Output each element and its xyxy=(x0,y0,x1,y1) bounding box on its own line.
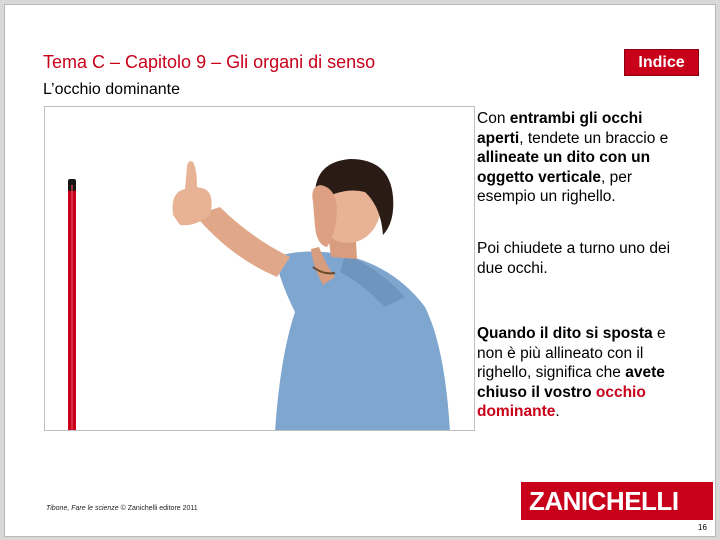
index-button[interactable]: Indice xyxy=(624,49,699,76)
text-span-bold: entrambi gli occhi aperti xyxy=(477,110,643,147)
zanichelli-logo: ZANICHELLI xyxy=(521,482,713,520)
text-span: Con xyxy=(477,110,510,127)
page-subtitle: L’occhio dominante xyxy=(43,81,180,98)
paragraph-1 xyxy=(477,109,687,207)
text-span: , per esempio un righello. xyxy=(477,168,633,205)
page-title: Tema C – Capitolo 9 – Gli organi di senso xyxy=(43,52,376,72)
footer-publisher: © Zanichelli editore 2011 xyxy=(118,505,198,512)
text-span: . xyxy=(555,403,560,420)
text-span: , tendete un braccio e xyxy=(519,129,669,147)
text-span-highlight: occhio dominante xyxy=(477,383,646,420)
paragraph-2: Poi chiudete a turno uno dei due occhi. xyxy=(477,240,671,277)
illustration-photo xyxy=(44,106,475,431)
text-span-bold: avete chiuso il vostro xyxy=(477,364,665,401)
footer-credit xyxy=(46,505,198,512)
text-span-bold: Quando il dito si sposta xyxy=(477,325,653,342)
paragraph-3 xyxy=(477,324,687,422)
footer-book: Tibone, Fare le scienze xyxy=(46,505,119,512)
boy-pointing-at-ruler-illustration xyxy=(45,107,475,431)
slide xyxy=(4,4,716,537)
page-number: 16 xyxy=(698,523,707,532)
text-span-bold: allineate un dito con un oggetto verticale xyxy=(477,149,651,186)
text-span: e non è più allineato con il righello, significa che xyxy=(477,325,666,381)
